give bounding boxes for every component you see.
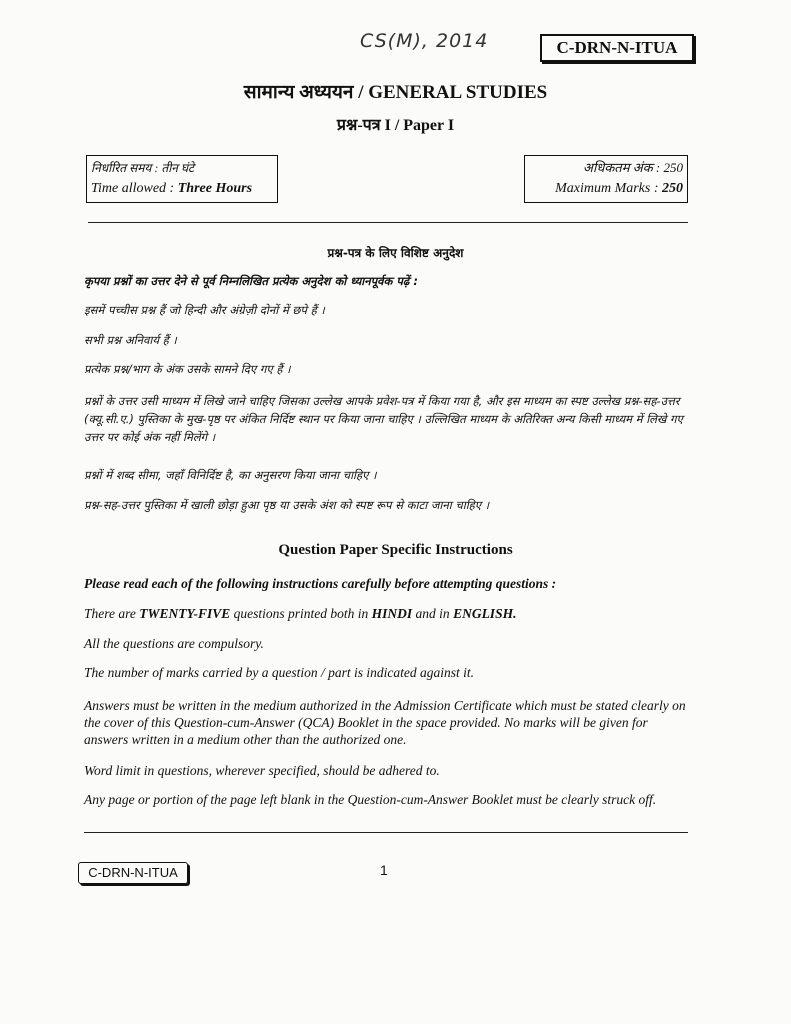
marks-value: 250 (662, 181, 683, 196)
line2-e: and in (412, 606, 454, 621)
english-instruction-lead: Please read each of the following instructions carefully before attempting questions : (84, 576, 557, 591)
english-instruction-3: The number of marks carried by a question / part is indicated against it. (84, 665, 474, 680)
marks-hindi: अधिकतम अंक : 250 (583, 160, 683, 175)
time-label: Time allowed : (91, 181, 178, 196)
time-hindi: निर्धारित समय : तीन घंटे (91, 161, 195, 175)
paper-code-badge: C-DRN-N-ITUA (540, 34, 694, 62)
line2-hindi: HINDI (371, 606, 413, 621)
english-instruction-2: All the questions are compulsory. (84, 636, 264, 651)
marks-label: Maximum Marks : (555, 181, 662, 196)
page-number: 1 (380, 862, 388, 878)
english-instruction-6: Any page or portion of the page left blank in the Question-cum-Answer Booklet must be clearly struck off. (84, 792, 657, 807)
footer-code-badge: C-DRN-N-ITUA (78, 862, 188, 884)
hindi-instruction-2: सभी प्रश्न अनिवार्य हैं । (84, 333, 177, 347)
time-allowed-box (86, 155, 278, 203)
header-divider (88, 222, 688, 223)
line2-count: TWENTY-FIVE (139, 606, 231, 621)
hindi-instruction-1: इसमें पच्चीस प्रश्न हैं जो हिन्दी और अंग्रेज़ी दोनों में छपे हैं । (84, 303, 325, 317)
page-title: सामान्य अध्ययन / GENERAL STUDIES (243, 82, 548, 103)
line2-english: ENGLISH. (453, 606, 517, 621)
hindi-instruction-6: प्रश्न-सह-उत्तर पुस्तिका में खाली छोड़ा हुआ पृष्ठ या उसके अंश को स्पष्ट रूप से काटा जाना चाहिए । (84, 498, 490, 512)
marks-english (529, 178, 683, 200)
english-instruction-5: Word limit in questions, wherever specified, should be adhered to. (84, 763, 440, 778)
time-english (91, 178, 273, 200)
hindi-instruction-5: प्रश्नों में शब्द सीमा, जहाँ विनिर्दिष्ट है, का अनुसरण किया जाना चाहिए । (84, 468, 377, 482)
english-instruction-1 (84, 605, 694, 622)
line2-c: questions printed both in (230, 606, 372, 621)
hindi-instruction-3: प्रत्येक प्रश्न/भाग के अंक उसके सामने दिए गए हैं । (84, 362, 291, 376)
english-instructions-heading: Question Paper Specific Instructions (278, 542, 513, 558)
hindi-instructions-heading: प्रश्न-पत्र के लिए विशिष्ट अनुदेश (327, 246, 464, 260)
maximum-marks-box (524, 155, 688, 203)
time-value: Three Hours (177, 181, 253, 196)
english-instruction-4: Answers must be written in the medium authorized in the Admission Certificate which must be stated clearly on the cover of this Question-cum-Answer (QCA) Booklet in the space provided. No marks will be given for answers written in a medium other than the authorized one. (84, 698, 686, 747)
hindi-instruction-4: प्रश्नों के उत्तर उसी माध्यम में लिखे जाने चाहिए जिसका उल्लेख आपके प्रवेश-पत्र में किया गया है, और इस माध्यम का स्पष्ट उल्लेख प्रश्न-सह-उत्तर (क्यू.सी.ए.) पुस्तिका के मुख-पृष्ठ पर अंकित निर्दिष्ट स्थान पर किया जाना चाहिए । उल्लिखित माध्यम के अतिरिक्त अन्य किसी माध्यम में लिखे गए उत्तर पर कोई अंक नहीं मिलेंगे । (84, 394, 683, 444)
footer-divider (84, 832, 688, 833)
hindi-instruction-lead: कृपया प्रश्नों का उत्तर देने से पूर्व निम्नलिखित प्रत्येक अनुदेश को ध्यानपूर्वक पढ़ें : (84, 274, 419, 288)
handwritten-note: CS(M), 2014 (360, 30, 489, 52)
page-subtitle: प्रश्न-पत्र I / Paper I (336, 117, 455, 134)
line2-a: There are (84, 606, 140, 621)
